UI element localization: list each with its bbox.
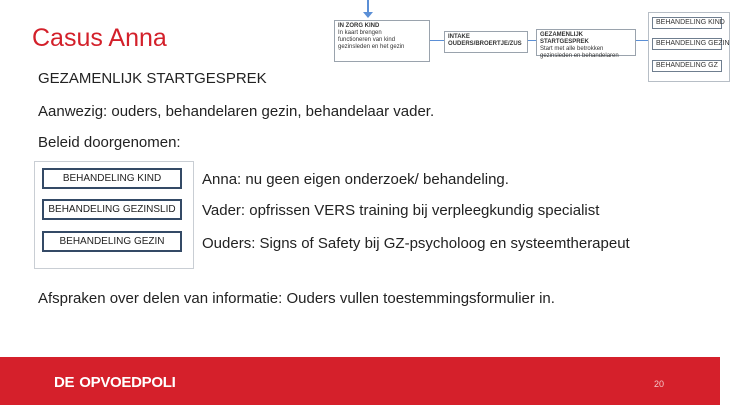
- item-anna: Anna: nu geen eigen onderzoek/ behandeling.: [202, 171, 509, 188]
- flow-box-heading: INTAKE: [448, 34, 470, 40]
- treatment-box-gezinslid: BEHANDELING GEZINSLID: [42, 199, 182, 220]
- flow-box-line: gezinsleden en het gezin: [338, 44, 405, 50]
- connector-line: [528, 40, 536, 41]
- item-ouders: Ouders: Signs of Safety bij GZ-psycholoog en systeemtherapeut: [202, 235, 630, 252]
- flow-box-line: OUDERS/BROERTJE/ZUS: [448, 41, 522, 47]
- connector-line: [430, 40, 444, 41]
- connector-line: [636, 40, 648, 41]
- arrow-head-icon: [363, 12, 373, 18]
- right-flow-item: BEHANDELING KIND: [652, 17, 722, 29]
- treatment-box-gezin: BEHANDELING GEZIN: [42, 231, 182, 252]
- flow-box-line: functioneren van kind: [338, 37, 396, 43]
- flow-box-line: Start met alle betrokken: [540, 46, 604, 52]
- aanwezig-text: Aanwezig: ouders, behandelaren gezin, behandelaar vader.: [38, 103, 435, 120]
- flow-box-line: In kaart brengen: [338, 30, 382, 36]
- flow-box-intake: [444, 31, 528, 53]
- beleid-text: Beleid doorgenomen:: [38, 134, 181, 151]
- brand-logo: [54, 374, 175, 391]
- flow-box-startgesprek: [536, 29, 636, 59]
- treatment-box-kind: BEHANDELING KIND: [42, 168, 182, 189]
- flow-box-line: gezinsleden en behandelaren: [540, 53, 619, 59]
- afspraken-text: Afspraken over delen van informatie: Ouders vullen toestemmingsformulier in.: [38, 290, 555, 307]
- logo-part-de: DE: [54, 374, 75, 391]
- flow-box-heading: IN ZORG KIND: [338, 23, 380, 29]
- right-flow-item: BEHANDELING GZ: [652, 60, 722, 72]
- right-flow-item: BEHANDELING GEZIN: [652, 38, 722, 50]
- flow-box-in-zorg: [334, 20, 430, 62]
- slide-title: Casus Anna: [32, 24, 167, 52]
- logo-part-opvoedpoli: OPVOEDPOLI: [79, 374, 176, 391]
- section-heading: GEZAMENLIJK STARTGESPREK: [38, 70, 267, 87]
- flow-box-heading: GEZAMENLIJK STARTGESPREK: [540, 32, 589, 45]
- page-number: 20: [654, 379, 665, 389]
- item-vader: Vader: opfrissen VERS training bij verpleegkundig specialist: [202, 202, 600, 219]
